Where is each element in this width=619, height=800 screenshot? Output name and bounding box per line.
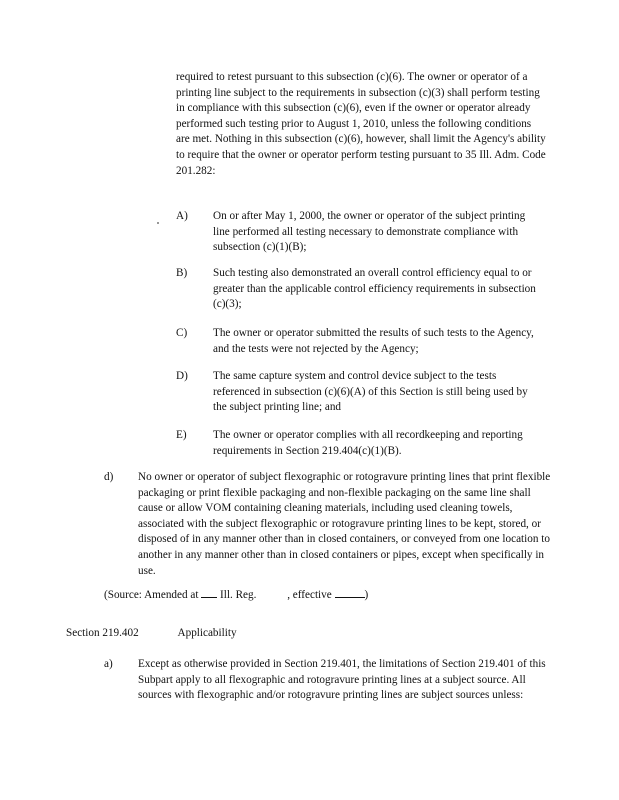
- condition-text: Such testing also demonstrated an overall control efficiency equal to or greater than the applicable control efficiency requirements in subsection (c)(3);: [213, 267, 536, 311]
- scan-speck: [157, 222, 159, 224]
- condition-label: E): [176, 429, 187, 441]
- subsection-d-text: No owner or operator of subject flexographic or rotogravure printing lines that print flexible packaging or print flexible packaging and non-flexible packaging on the same line shall cause or allow VOM containing cleaning materials, including used cleaning towels, associated with the subject flexographic or rotogravure printing lines to be kept, stored, or disposed of in any manner other than in closed containers, or conveyed from one location to another in any manner other than in closed containers or pipes, except when specifically in use.: [138, 471, 551, 577]
- source-middle: Ill. Reg.: [220, 589, 257, 601]
- subsection-a-text: Except as otherwise provided in Section 219.401, the limitations of Section 219.401 of this Subpart apply to all flexographic and rotogravure printing lines at a subject source. All sources with flexographic and/or rotogravure printing lines are subject sources unless:: [138, 658, 546, 702]
- condition-label: D): [176, 370, 188, 382]
- condition-text: The owner or operator complies with all recordkeeping and reporting requirements in Section 219.404(c)(1)(B).: [213, 429, 523, 457]
- source-note: [104, 586, 368, 604]
- blank-page: [259, 587, 287, 598]
- section-number: Section 219.402: [66, 627, 139, 639]
- section-title: Applicability: [177, 627, 237, 639]
- section-heading: [66, 626, 237, 642]
- condition-text: The owner or operator submitted the results of such tests to the Agency, and the tests were not rejected by the Agency;: [213, 327, 534, 355]
- blank-date: [335, 586, 365, 598]
- source-suffix: ): [364, 589, 369, 601]
- intro-paragraph: required to retest pursuant to this subsection (c)(6). The owner or operator of a printing line subject to the requirements in subsection (c)(3) shall perform testing in compliance with this subsection (c)(6), even if the owner or operator already performed such testing prior to August 1, 2010, unless the following conditions are met. Nothing in this subsection (c)(6), however, shall limit the Agency's ability to require that the owner or operator perform testing pursuant to 35 Ill. Adm. Code 201.282:: [176, 71, 546, 177]
- condition-label: A): [176, 210, 188, 222]
- subsection-d-label: d): [104, 471, 114, 483]
- subsection-a-label: a): [104, 658, 113, 670]
- condition-label: C): [176, 327, 188, 339]
- condition-text: On or after May 1, 2000, the owner or operator of the subject printing line performed all testing necessary to demonstrate compliance with subsection (c)(1)(B);: [213, 210, 526, 254]
- source-prefix: (Source: Amended at: [104, 589, 199, 601]
- condition-label: B): [176, 267, 188, 279]
- blank-volume: [201, 586, 217, 598]
- source-effective: , effective: [287, 589, 332, 601]
- condition-text: The same capture system and control device subject to the tests referenced in subsection (c)(6)(A) of this Section is still being used by the subject printing line; and: [213, 370, 528, 414]
